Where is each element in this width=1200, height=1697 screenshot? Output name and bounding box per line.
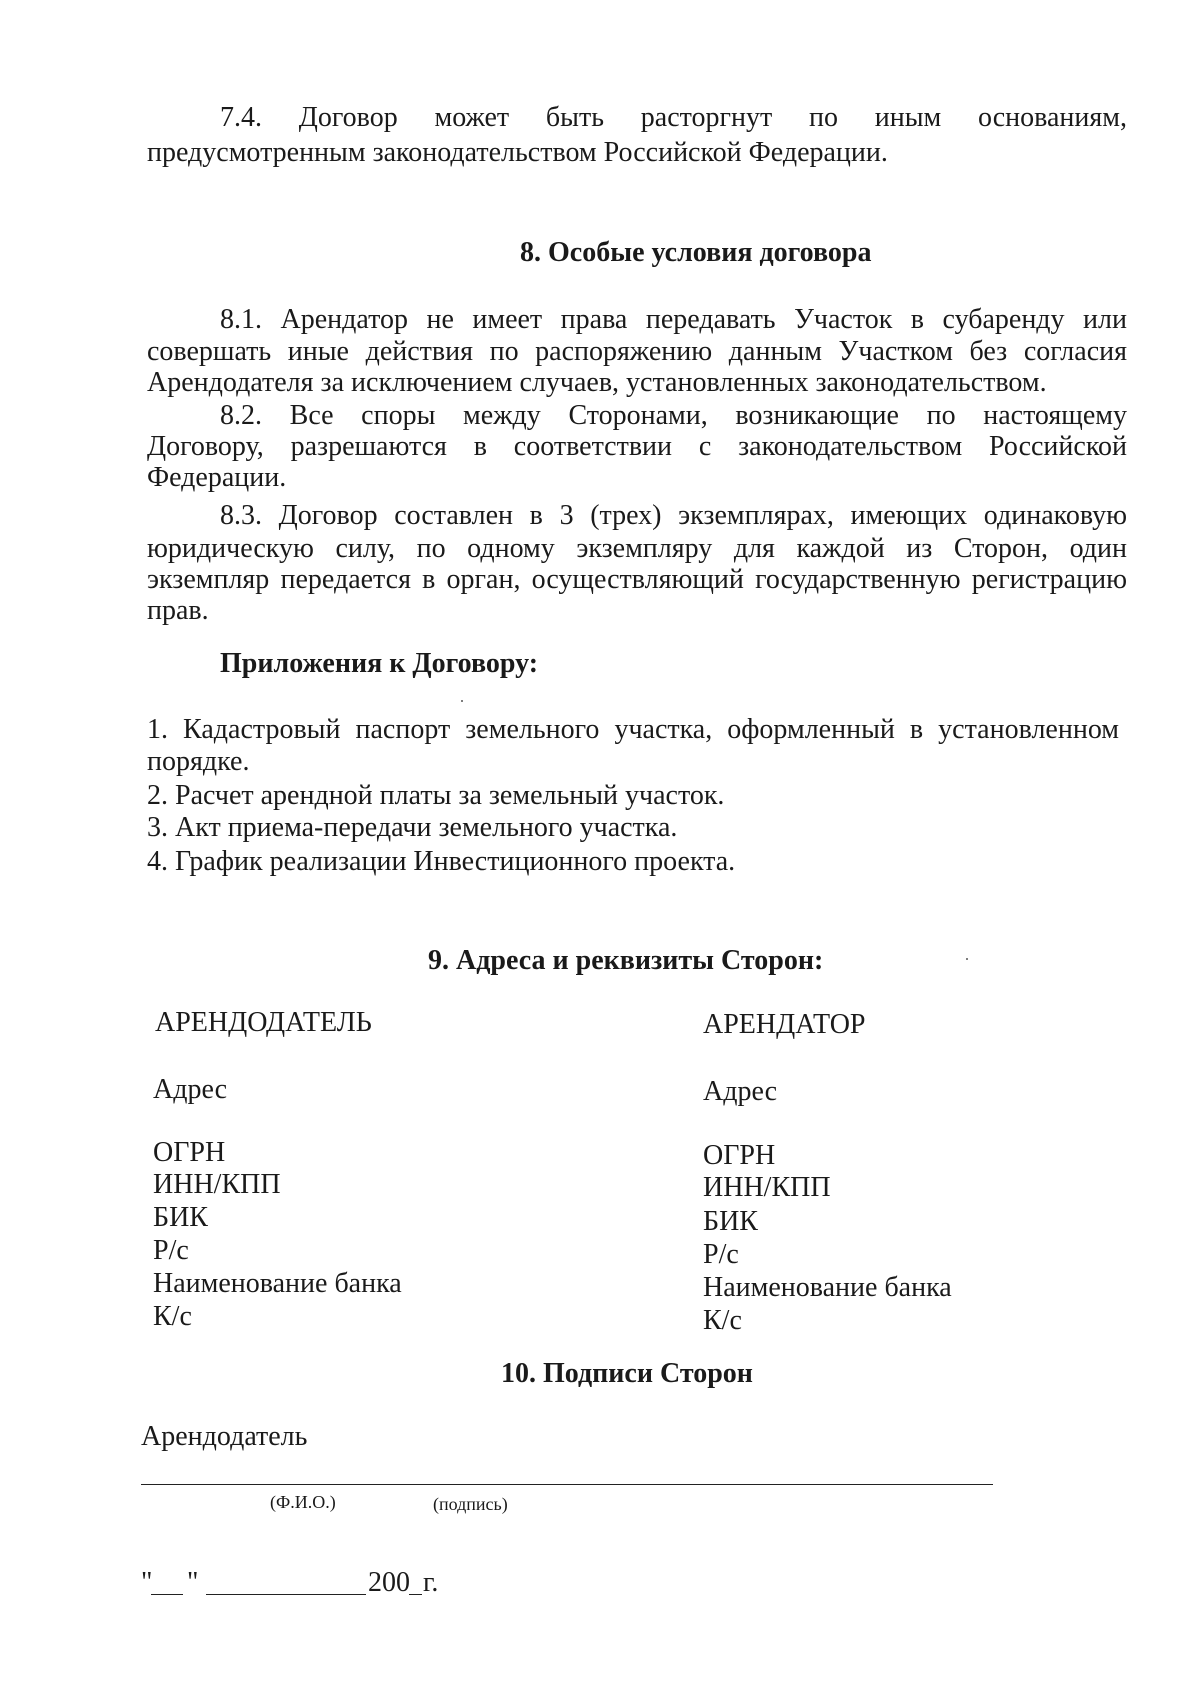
- appendix-item-1-line-1: 1. Кадастровый паспорт земельного участка, оформленный в установленном: [147, 714, 1119, 745]
- paragraph-8-2-line-1: 8.2. Все споры между Сторонами, возникающие по настоящему: [220, 400, 1127, 431]
- tenant-ogrn-label: ОГРН: [703, 1140, 776, 1171]
- fio-caption: (Ф.И.О.): [270, 1492, 336, 1512]
- paragraph-8-3-line-4: прав.: [147, 595, 209, 626]
- paragraph-8-2-line-3: Федерации.: [147, 462, 287, 493]
- month-blank: [206, 1594, 366, 1595]
- paragraph-8-3-line-3: экземпляр передается в орган, осуществляющий государственную регистрацию: [147, 564, 1127, 595]
- paragraph-8-1-line-3: Арендодателя за исключением случаев, установленных законодательством.: [147, 367, 1047, 398]
- paragraph-8-1-line-2: совершать иные действия по распоряжению данным Участком без согласия: [147, 336, 1127, 367]
- signatory-party-label: Арендодатель: [141, 1421, 308, 1452]
- year-suffix: г.: [423, 1567, 439, 1598]
- landlord-bik-label: БИК: [153, 1202, 208, 1233]
- year-prefix: 200: [368, 1567, 410, 1598]
- tenant-heading: АРЕНДАТОР: [703, 1009, 866, 1040]
- signature-caption: (подпись): [433, 1494, 508, 1514]
- tenant-ks-label: К/с: [703, 1305, 742, 1336]
- appendices-title: Приложения к Договору:: [220, 648, 539, 679]
- date-quote-open: ": [141, 1567, 153, 1598]
- landlord-inn-label: ИНН/КПП: [153, 1169, 281, 1200]
- signature-line: [141, 1484, 993, 1485]
- tenant-address-label: Адрес: [703, 1076, 778, 1107]
- tenant-inn-label: ИНН/КПП: [703, 1172, 831, 1203]
- tenant-bank-label: Наименование банка: [703, 1272, 952, 1303]
- landlord-heading: АРЕНДОДАТЕЛЬ: [155, 1007, 372, 1038]
- scan-speck: [966, 958, 968, 960]
- date-quote-close: ": [187, 1567, 199, 1598]
- appendix-item-4: 4. График реализации Инвестиционного проекта.: [147, 846, 736, 877]
- paragraph-7-4-line-1: 7.4. Договор может быть расторгнут по иным основаниям,: [220, 102, 1127, 133]
- landlord-ogrn-label: ОГРН: [153, 1137, 226, 1168]
- scan-speck: [461, 700, 463, 702]
- paragraph-8-3-line-1: 8.3. Договор составлен в 3 (трех) экземплярах, имеющих одинаковую: [220, 500, 1127, 531]
- appendix-item-2: 2. Расчет арендной платы за земельный участок.: [147, 780, 725, 811]
- appendix-item-3: 3. Акт приема-передачи земельного участка.: [147, 812, 678, 843]
- landlord-address-label: Адрес: [153, 1074, 228, 1105]
- year-blank: [409, 1594, 422, 1595]
- section-10-title: 10. Подписи Сторон: [501, 1358, 753, 1389]
- landlord-ks-label: К/с: [153, 1301, 192, 1332]
- day-blank: [151, 1594, 183, 1595]
- landlord-rs-label: Р/с: [153, 1235, 189, 1266]
- paragraph-8-2-line-2: Договору, разрешаются в соответствии с законодательством Российской: [147, 431, 1127, 462]
- landlord-bank-label: Наименование банка: [153, 1268, 402, 1299]
- section-9-title: 9. Адреса и реквизиты Сторон:: [428, 945, 824, 976]
- tenant-bik-label: БИК: [703, 1206, 758, 1237]
- section-8-title: 8. Особые условия договора: [520, 237, 872, 268]
- appendix-item-1-line-2: порядке.: [147, 746, 250, 777]
- paragraph-7-4-line-2: предусмотренным законодательством Российской Федерации.: [147, 137, 888, 168]
- tenant-rs-label: Р/с: [703, 1239, 739, 1270]
- paragraph-8-3-line-2: юридическую силу, по одному экземпляру для каждой из Сторон, один: [147, 533, 1127, 564]
- paragraph-8-1-line-1: 8.1. Арендатор не имеет права передавать Участок в субаренду или: [220, 304, 1127, 335]
